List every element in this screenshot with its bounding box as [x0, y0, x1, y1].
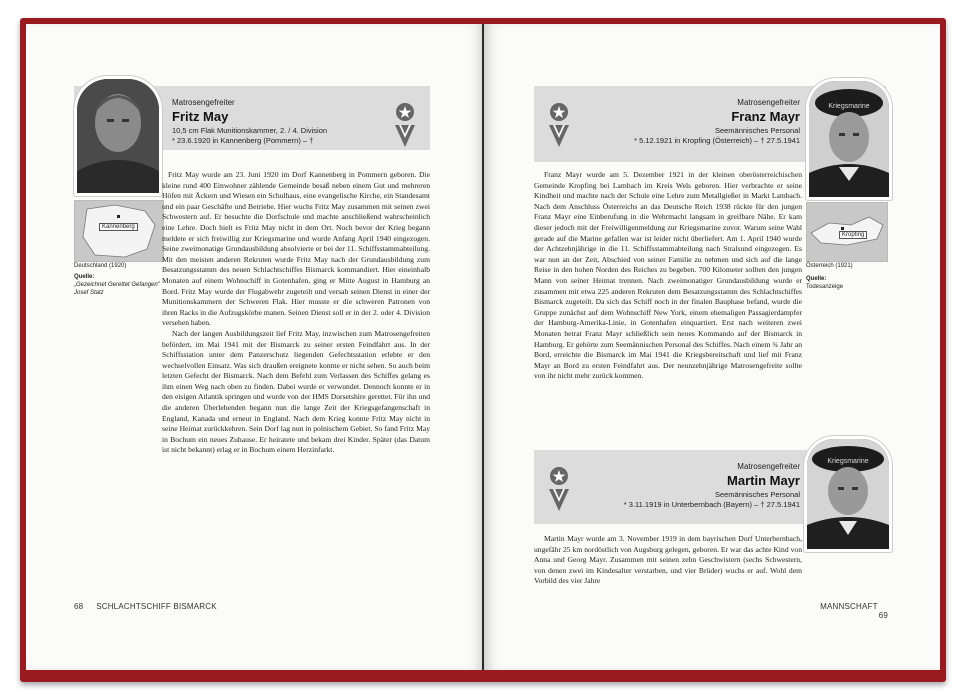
left-page — [26, 24, 484, 670]
rank-insignia-icon — [548, 102, 570, 148]
source-text: Todesanzeige — [806, 284, 844, 290]
unit-label: 10,5 cm Flak Munitionskammer, 2. / 4. Division — [172, 126, 328, 135]
running-title: MANNSCHAFT — [820, 602, 878, 611]
right-footer — [810, 602, 888, 620]
page-number: 68 — [74, 602, 84, 611]
unit-label: Seemännisches Personal — [714, 126, 800, 135]
martin-mayr-biography — [534, 534, 802, 587]
biography-paragraph: Nach der langen Ausbildungszeit lief Fritz May, inzwischen zum Matrosengefreiten befördert, im Mai 1941 mit der Bismarck zu seiner ersten Feindfahrt aus. In der Schiffsstation unter dem Panzerschutz liegenden Gefechtsstation erlebte er den wechselvollen Einsatz. Was sich draußen ereignete konnte er nicht sehen. So auch beim letzten Gefecht der Bismarck. Nach dem Befehl zum Verlassen des Schiffes gelang es ihm einen Weg nach oben zu finden. Dabei wurde er verwundet. Dennoch konnte er in den eisigen Atlantik springen und wurde von der HMS Dorsetshire gerettet. Für ihn und die anderen Überlebenden begann nun die lange Zeit der Kriegsgefangenschaft in England, Kanada und erneut in England. Nach dem Krieg konnte Fritz May nicht in seine Heimat zurückkehren. Sein Dorf lag nun in polnischem Gebiet. So fand Fritz May in Bochum ein neues Zuhause. Er heiratete und bekam drei Kinder. Später (das Datum ist nicht bekannt) erlag er in Bochum einem Herzinfarkt. — [162, 328, 430, 455]
map-year-caption: Deutschland (1920) — [74, 263, 127, 269]
source-text: „Gezeichnet Gerettet Gefangen" Josef Statz — [74, 282, 160, 296]
right-page — [484, 24, 940, 670]
kannenberg-map — [74, 200, 164, 262]
martin-mayr-photo — [804, 436, 892, 552]
dates-label: * 3.11.1919 in Unterbernbach (Bayern) – † 27.5.1941 — [623, 500, 800, 509]
franz-mayr-biography — [534, 170, 802, 382]
map-caption — [74, 262, 166, 297]
rank-insignia-icon — [548, 466, 570, 512]
map-caption — [806, 262, 886, 291]
source-label: Quelle: — [806, 276, 827, 282]
person-name: Fritz May — [172, 109, 229, 124]
person-name: Franz Mayr — [731, 109, 800, 124]
unit-label: Seemännisches Personal — [714, 490, 800, 499]
fritz-may-photo — [74, 76, 162, 196]
dates-label: * 5.12.1921 in Kropfing (Österreich) – † 27.5.1941 — [634, 136, 800, 145]
biography-paragraph: Franz Mayr wurde am 5. Dezember 1921 in der kleinen oberösterreichischen Gemeinde Kropfing bei Lambach im Kreis Wels geboren. Hier verbrachte er seine Kindheit und machte nach der Schule eine Lehre zum Metallgießer in Markt Lambach. Nach dem Anschluss Österreichs an das Deutsche Reich 1938 rückte für den jungen Franz Mayr eine Einberufung in die Wehrmacht langsam in greifbare Nähe. Er kam dieser jedoch mit der Freiwilligenmeldung zur Kriegsmarine zuvor. Warum seine Wahl gerade auf die Marine gefallen war ist leider nicht überliefert. Am 1. April 1940 wurde der Achtzehnjährige in die 11. Schiffsstammabteilung nach Stralsund eingezogen. Es war nun an der Zeit, Abschied von seiner Familie zu nehmen und sich auf die lange Reise in den hohen Norden des Reiches zu begeben. 700 Kilometer sollten den jungen Mann von seiner Heimat trennen. Nach zweimonatiger Grundausbildung wurde er zusammen mit etwa 225 anderen Rekruten dem Besatzungsstamm des Schlachtschiffes Bismarck zugeteilt. Da sich das Schiff noch in der finalen Bauphase befand, wurde die Gruppe zunächst auf dem Wohnschiff New York, einem ehemaligen Passagierdampfer der Hamburg-Amerika-Linie, in Gotenhafen einquartiert. Erst nach weiteren zwei Monaten betrat Franz Mayr schließlich sein neues Kommando auf der Bismarck in Hamburg. Er gehörte zum Seemännischen Personal des Schiffes. Nach einem ¾ Jahr an Bord, erreichte die Bismarck im Mai 1941 die Kriegsbereitschaft und lief mit Franz Mayr an Bord zu ersten Feindfahrt aus. Der neunzehnjährige Matrosengefreite sollte von ihr nicht mehr zurück kommen. — [534, 170, 802, 381]
map-place-label: Kropfing — [839, 231, 867, 239]
biography-paragraph: Fritz May wurde am 23. Juni 1920 im Dorf Kannenberg in Pommern geboren. Die kleine rund 400 Einwohner zählende Gemeinde besaß neben einem Gut und mehreren Höfen mit Äckern und Wiesen ein Schulhaus, eine evangelische Kirche, ein Standesamt und ein paar Geschäfte und Betriebe. Hier wuchs Fritz May zusammen mit seinen zwei Schwestern auf. Er besuchte die Dorfschule und machte anschließend wahrscheinlich eine Lehre. Doch hielt es Fritz May nicht in dem Ort. Noch bevor der Krieg begann meldete er sich freiwillig zur Kriegsmarine und wurde Anfang April 1940 eingezogen. Seine zweimonatige Grundausbildung absolvierte er bei der 11. Schiffsstammabteilung. Mit den meisten anderen Rekruten wurde Fritz May nach der Grundausbildung zum Besatzungsstamm des neuen Schlachtschiffes Bismarck kommandiert. Hier eineinhalb Monaten auf einem Wohnschiff in Gotenhafen, ging er Mitte August in Hamburg an Bord. Fritz May wurde der Flugabwehr zugeteilt und versah seinen Dienst in einer der Munitionskammern der Schweren Flak. Hier musste er die schweren Patronen von ihren Racks in die Aufzugskörbe manen. Seinen Dienst soll er in der 2. oder 4. Division versehen haben. — [162, 170, 430, 328]
franz-mayr-photo — [806, 78, 892, 200]
person-name: Martin Mayr — [727, 473, 800, 488]
rank-label: Matrosengefreiter — [737, 98, 800, 107]
rank-label: Matrosengefreiter — [172, 98, 235, 107]
biography-paragraph: Martin Mayr wurde am 3. November 1919 in dem bayrischen Dorf Unterbernbach, ungefähr 25 km nordöstlich von Augsburg gelegen, geboren. Er war das achte Kind von Anna und Georg Mayr. Zusammen mit seinen zehn Geschwistern (sechs Schwestern, von denen zwei im Kindesalter verstarben, und vier Brüder) wuchs er auf. Wohl dem Vorbild des vier Jahre — [534, 534, 802, 586]
cap-band-text: Kriegsmarine — [828, 103, 870, 110]
rank-insignia-icon — [394, 102, 416, 148]
kropfing-map — [806, 202, 888, 262]
map-year-caption: Österreich (1921) — [806, 263, 853, 269]
running-title: SCHLACHTSCHIFF BISMARCK — [96, 602, 217, 611]
source-label: Quelle: — [74, 274, 95, 280]
cap-band-text: Kriegsmarine — [827, 458, 869, 465]
left-footer — [74, 602, 217, 611]
rank-label: Matrosengefreiter — [737, 462, 800, 471]
dates-label: * 23.6.1920 in Kannenberg (Pommern) – † — [172, 136, 314, 145]
page-number: 69 — [878, 611, 888, 620]
map-place-label: Kannenberg — [99, 223, 138, 231]
fritz-may-biography — [162, 170, 430, 456]
